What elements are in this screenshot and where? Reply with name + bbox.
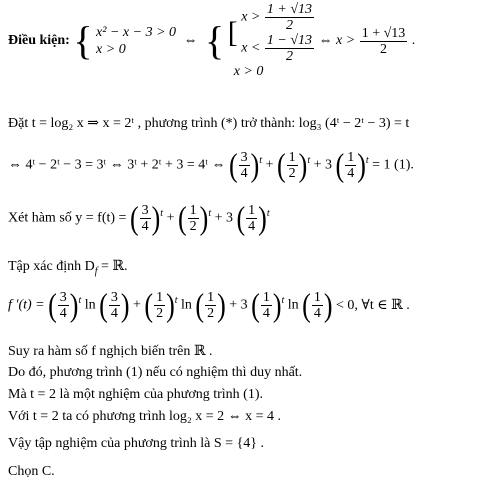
equiv-arrow-1: ⇔ [183,33,198,48]
sys2-a-lhs: x > [241,9,261,25]
line-4-text: Với t = 2 ta có phương trình log₂ x = 2 ⇔ x = 4 . [8,409,281,424]
line-6-text: Chọn C. [8,464,55,479]
text-line-6 [8,464,55,480]
fn-f1-num: 3 [141,203,149,218]
system-2: [ x > $\frac{1 + √13}{2}$ x < $\frac{1 - √13}{2}$ x > 0 [228,2,315,80]
equiv-tail: = 1 (1). [372,157,414,173]
condition-line [8,2,415,102]
text-line-3 [8,387,263,403]
line-1-text: Suy ra hàm số f nghịch biến trên ℝ . [8,344,213,359]
cond-result-num: 1 + √13 [361,25,406,41]
domain-line [8,258,128,277]
derivative-lhs: f ′(t) = [8,297,45,313]
substitution-text: Đặt t = log₂ x ⇒ x = 2ᵗ , phương trình (*) trở thành: log₃ (4ᵗ − 2ᵗ − 3) = t [8,116,410,131]
equiv-f3-den: 4 [347,166,355,181]
ln-2: ln [181,297,192,313]
sys2-b-lhs: x < [241,40,261,56]
ln-1: ln [84,297,96,313]
equiv-f3-num: 1 [347,150,355,165]
sys2-b-num: 1 − √13 [266,33,313,48]
brace-2: { [205,18,225,63]
equiv-plus3: + 3 [313,157,333,173]
fn-f3-den: 4 [248,219,256,234]
fn-f1-den: 4 [141,219,149,234]
text-line-1 [8,343,212,360]
derivative-line: f ′(t) = ( $\frac{3}{4}$ )$^t$ ln ( $\frac{3}{4}$ ) + ( $\frac{1}{2}$ )$^t$ ln ( $\frac{1}{2}$ ) + 3 ( $\frac{1}{4}$ )$^t$ ln ( $\frac{1}{4}$ ) < 0, ∀t ∈ ℝ . [8,286,410,323]
derivative-tail: < 0, ∀t ∈ ℝ . [336,298,410,313]
system-1-ineq-a: x² − x − 3 > 0 [96,25,177,40]
domain-rest: = ℝ. [97,259,128,274]
fn-f3-num: 1 [248,203,256,218]
sys2-c: x > 0 [233,64,264,79]
fn-f2-num: 1 [189,203,197,218]
cond-result-lhs: ⇔ x > [318,33,356,48]
domain-text: Tập xác định D [8,259,95,274]
equiv-f2-num: 1 [288,150,296,165]
fn-f2-den: 2 [189,219,197,234]
text-line-4 [8,409,281,425]
text-line-2 [8,365,302,381]
system-1 [96,24,176,58]
sys2-a-den: 2 [285,18,293,33]
ln-3: ln [287,297,299,313]
sys2-a-num: 1 + √13 [266,2,313,17]
brace-1: { [73,18,93,63]
equivalence-line: ⇔ 4ᵗ − 2ᵗ − 3 = 3ᵗ ⇔ 3ᵗ + 2ᵗ + 3 = 4ᵗ ⇔ ( $\frac{3}{4}$ )$^t$ + ( $\frac{1}{2}$ )$^t$ + 3 ( $\frac{1}{4}$ )$^t$ = 1 (1). [8,146,414,183]
text-line-5 [8,436,264,452]
line-3-text: Mà t = 2 là một nghiệm của phương trình (1). [8,387,264,402]
substitution-line [8,115,409,132]
equiv-f2-den: 2 [288,166,296,181]
sys2-b-den: 2 [285,49,293,64]
equiv-left: ⇔ 4ᵗ − 2ᵗ − 3 = 3ᵗ ⇔ 3ᵗ + 2ᵗ + 3 = 4ᵗ ⇔ [8,157,226,173]
function-intro: Xét hàm số y = f(t) = [8,210,127,226]
condition-label: Điều kiện: [8,33,70,48]
line-2-text: Do đó, phương trình (1) nếu có nghiệm thì duy nhất. [8,365,303,380]
cond-result-den: 2 [380,41,387,57]
function-line: Xét hàm số y = f(t) = ( $\frac{3}{4}$ )$^t$ + ( $\frac{1}{2}$ )$^t$ + 3 ( $\frac{1}{4}$ )$^t$ [8,199,270,236]
line-5-text: Vậy tập nghiệm của phương trình là S = {4} . [8,436,265,451]
equiv-plus: + [265,157,274,173]
equiv-f1-den: 4 [240,166,248,181]
system-1-ineq-b: x > 0 [96,42,126,57]
domain-sub: f [94,265,98,277]
equiv-f1-num: 3 [240,150,248,165]
cond-result-end: . [411,33,416,48]
